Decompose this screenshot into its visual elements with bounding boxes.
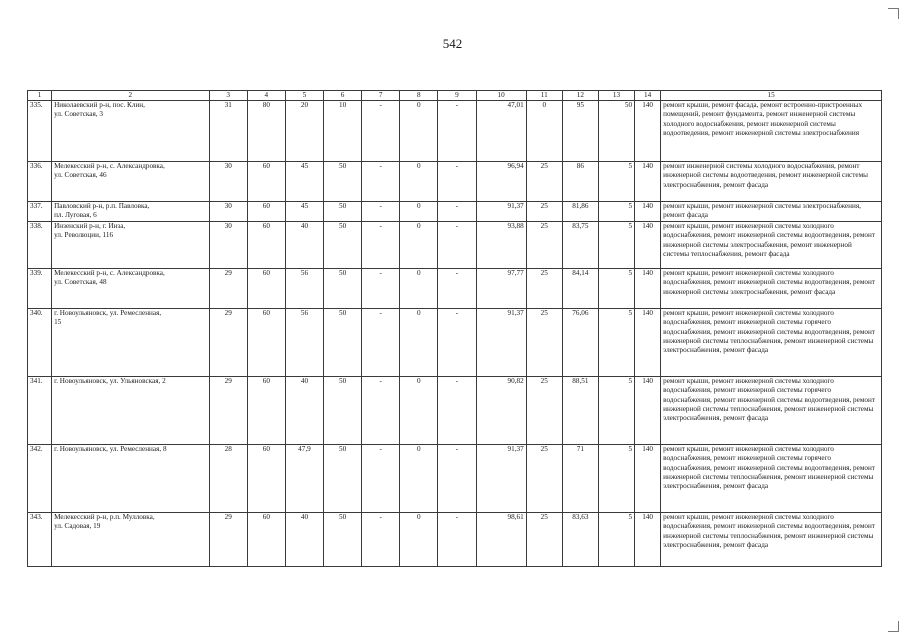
header-cell: 5 [285, 91, 323, 101]
value-cell: 30 [209, 222, 247, 269]
work-description: ремонт крыши, ремонт инженерной системы холодного водоснабжения, ремонт инженерной системы водоотведения, ремонт инженерной системы электроснабжения, ремонт инженерной системы теплоснабжения, ремонт фасада [661, 222, 882, 269]
value-cell: - [438, 513, 476, 567]
value-cell: 50 [324, 222, 362, 269]
value-cell: - [438, 202, 476, 222]
header-cell: 10 [476, 91, 526, 101]
address-cell [52, 309, 210, 377]
value-cell: 60 [247, 162, 285, 202]
value-cell: 0 [526, 101, 562, 162]
table-row [28, 101, 882, 162]
address-line: Мелекесский р-н, с. Александровка, [54, 162, 165, 171]
value-cell: 80 [247, 101, 285, 162]
value-cell: 25 [526, 445, 562, 513]
value-cell: - [438, 162, 476, 202]
value-cell: 93,88 [476, 222, 526, 269]
row-number: 335. [28, 101, 52, 162]
value-cell: 0 [400, 222, 438, 269]
work-description: ремонт крыши, ремонт инженерной системы холодного водоснабжения, ремонт инженерной системы горячего водоснабжения, ремонт инженерной системы водоотведения, ремонт инженерной системы теплоснабжения, ремонт инженерной системы электроснабжения, ремонт фасада [661, 377, 882, 445]
value-cell: 30 [209, 162, 247, 202]
row-number: 336. [28, 162, 52, 202]
value-cell: 140 [635, 101, 661, 162]
value-cell: 50 [324, 269, 362, 309]
value-cell: 91,37 [476, 309, 526, 377]
value-cell: 140 [635, 162, 661, 202]
work-description: ремонт крыши, ремонт инженерной системы электроснабжения, ремонт фасада [661, 202, 882, 222]
address-line: ул. Советская, 46 [54, 171, 107, 180]
value-cell: 60 [247, 269, 285, 309]
value-cell: - [438, 269, 476, 309]
value-cell: 0 [400, 513, 438, 567]
address-cell [52, 162, 210, 202]
header-cell: 11 [526, 91, 562, 101]
value-cell: 25 [526, 377, 562, 445]
value-cell: 81,86 [562, 202, 598, 222]
value-cell: 140 [635, 222, 661, 269]
repair-schedule-table [27, 90, 882, 567]
value-cell: 83,63 [562, 513, 598, 567]
value-cell: 31 [209, 101, 247, 162]
value-cell: - [362, 269, 400, 309]
value-cell: 0 [400, 309, 438, 377]
value-cell: 5 [598, 377, 634, 445]
value-cell: 97,77 [476, 269, 526, 309]
row-number: 341. [28, 377, 52, 445]
value-cell: 25 [526, 162, 562, 202]
value-cell: - [362, 162, 400, 202]
header-cell: 4 [247, 91, 285, 101]
row-number: 342. [28, 445, 52, 513]
address-line: ул. Садовая, 19 [54, 522, 101, 531]
value-cell: 140 [635, 377, 661, 445]
value-cell: 30 [209, 202, 247, 222]
value-cell: 20 [285, 101, 323, 162]
value-cell: 56 [285, 309, 323, 377]
value-cell: 50 [324, 445, 362, 513]
value-cell: 47,9 [285, 445, 323, 513]
value-cell: - [438, 445, 476, 513]
value-cell: 5 [598, 513, 634, 567]
value-cell: 29 [209, 309, 247, 377]
value-cell: 50 [324, 162, 362, 202]
table-row [28, 162, 882, 202]
address-line: пл. Луговая, 6 [54, 211, 97, 220]
header-cell: 8 [400, 91, 438, 101]
address-line: Мелекесский р-н, р.п. Мулловка, [54, 513, 155, 522]
value-cell: 25 [526, 513, 562, 567]
address-line: Николаевский р-н, пос. Клин, [54, 101, 145, 110]
value-cell: 60 [247, 222, 285, 269]
value-cell: 5 [598, 269, 634, 309]
value-cell: 98,61 [476, 513, 526, 567]
header-cell: 7 [362, 91, 400, 101]
work-description: ремонт крыши, ремонт инженерной системы холодного водоснабжения, ремонт инженерной системы водоотведения, ремонт инженерной системы теплоснабжения, ремонт инженерной системы электроснабжения, ремонт фасада [661, 513, 882, 567]
address-cell [52, 202, 210, 222]
table-row [28, 269, 882, 309]
value-cell: 45 [285, 202, 323, 222]
address-cell [52, 377, 210, 445]
header-cell: 3 [209, 91, 247, 101]
header-cell: 13 [598, 91, 634, 101]
value-cell: 140 [635, 513, 661, 567]
row-number: 337. [28, 202, 52, 222]
row-number: 340. [28, 309, 52, 377]
address-line: ул. Революции, 116 [54, 231, 114, 240]
value-cell: 50 [324, 202, 362, 222]
value-cell: 140 [635, 309, 661, 377]
value-cell: 5 [598, 445, 634, 513]
value-cell: 60 [247, 309, 285, 377]
value-cell: - [438, 309, 476, 377]
address-line: Павловский р-н, р.п. Павловка, [54, 202, 150, 211]
value-cell: 140 [635, 269, 661, 309]
header-cell: 6 [324, 91, 362, 101]
value-cell: 47,01 [476, 101, 526, 162]
value-cell: 25 [526, 269, 562, 309]
address-line: г. Новоульяновск, ул. Ульяновская, 2 [54, 377, 166, 386]
address-cell [52, 222, 210, 269]
value-cell: 5 [598, 309, 634, 377]
address-cell [52, 513, 210, 567]
value-cell: - [362, 309, 400, 377]
value-cell: - [362, 377, 400, 445]
value-cell: 60 [247, 202, 285, 222]
value-cell: - [362, 202, 400, 222]
value-cell: 29 [209, 269, 247, 309]
table-row [28, 309, 882, 377]
value-cell: 140 [635, 202, 661, 222]
table-row [28, 377, 882, 445]
work-description: ремонт крыши, ремонт фасада, ремонт встроенно-пристроенных помещений, ремонт фундамента, ремонт инженерной системы холодного водоснабжения, ремонт инженерной системы водоотведения, ремонт инженерной системы электроснабжения [661, 101, 882, 162]
row-number: 343. [28, 513, 52, 567]
value-cell: 5 [598, 202, 634, 222]
value-cell: 5 [598, 162, 634, 202]
value-cell: 50 [324, 377, 362, 445]
page-number: 542 [442, 36, 463, 51]
value-cell: 96,94 [476, 162, 526, 202]
address-line: г. Новоульяновск, ул. Ремесленная, [54, 309, 162, 318]
work-description: ремонт крыши, ремонт инженерной системы холодного водоснабжения, ремонт инженерной системы горячего водоснабжения, ремонт инженерной системы водоотведения, ремонт инженерной системы теплоснабжения, ремонт инженерной системы электроснабжения, ремонт фасада [661, 309, 882, 377]
value-cell: - [362, 513, 400, 567]
value-cell: 60 [247, 445, 285, 513]
table-row [28, 513, 882, 567]
row-number: 338. [28, 222, 52, 269]
value-cell: 40 [285, 513, 323, 567]
header-cell: 12 [562, 91, 598, 101]
work-description: ремонт инженерной системы холодного водоснабжения, ремонт инженерной системы водоотведения, ремонт инженерной системы электроснабжения, ремонт фасада [661, 162, 882, 202]
value-cell: - [438, 101, 476, 162]
value-cell: 76,06 [562, 309, 598, 377]
value-cell: 29 [209, 513, 247, 567]
row-number: 339. [28, 269, 52, 309]
value-cell: 40 [285, 377, 323, 445]
address-line: 15 [54, 318, 62, 327]
corner-mark-bottom-right [888, 621, 899, 632]
value-cell: 0 [400, 377, 438, 445]
value-cell: 56 [285, 269, 323, 309]
address-line: ул. Советская, 3 [54, 110, 103, 119]
header-cell: 15 [661, 91, 882, 101]
table-row [28, 222, 882, 269]
header-cell: 1 [28, 91, 52, 101]
value-cell: 29 [209, 377, 247, 445]
value-cell: 95 [562, 101, 598, 162]
address-line: Мелекесский р-н, с. Александровка, [54, 269, 165, 278]
value-cell: 71 [562, 445, 598, 513]
value-cell: 45 [285, 162, 323, 202]
header-cell: 2 [52, 91, 210, 101]
value-cell: 25 [526, 202, 562, 222]
work-description: ремонт крыши, ремонт инженерной системы холодного водоснабжения, ремонт инженерной системы горячего водоснабжения, ремонт инженерной системы водоотведения, ремонт инженерной системы теплоснабжения, ремонт инженерной системы электроснабжения, ремонт фасада [661, 445, 882, 513]
value-cell: 90,82 [476, 377, 526, 445]
value-cell: 50 [324, 309, 362, 377]
address-line: Инзенский р-н, г. Инза, [54, 222, 126, 231]
value-cell: 0 [400, 101, 438, 162]
value-cell: 88,51 [562, 377, 598, 445]
table-row [28, 202, 882, 222]
value-cell: 0 [400, 445, 438, 513]
header-row [28, 91, 882, 101]
value-cell: 50 [598, 101, 634, 162]
value-cell: 91,37 [476, 445, 526, 513]
value-cell: - [362, 445, 400, 513]
address-line: г. Новоульяновск, ул. Ремесленная, 8 [54, 445, 167, 454]
value-cell: 40 [285, 222, 323, 269]
work-description: ремонт крыши, ремонт инженерной системы холодного водоснабжения, ремонт инженерной системы водоотведения, ремонт инженерной системы электроснабжения, ремонт фасада [661, 269, 882, 309]
corner-mark-top-right [888, 8, 899, 19]
value-cell: 60 [247, 377, 285, 445]
value-cell: 0 [400, 202, 438, 222]
value-cell: 28 [209, 445, 247, 513]
value-cell: 86 [562, 162, 598, 202]
value-cell: - [362, 222, 400, 269]
value-cell: - [362, 101, 400, 162]
value-cell: 84,14 [562, 269, 598, 309]
value-cell: - [438, 222, 476, 269]
value-cell: - [438, 377, 476, 445]
header-cell: 9 [438, 91, 476, 101]
value-cell: 91,37 [476, 202, 526, 222]
value-cell: 25 [526, 222, 562, 269]
value-cell: 0 [400, 162, 438, 202]
value-cell: 140 [635, 445, 661, 513]
value-cell: 60 [247, 513, 285, 567]
address-line: ул. Советская, 48 [54, 278, 107, 287]
value-cell: 50 [324, 513, 362, 567]
value-cell: 25 [526, 309, 562, 377]
value-cell: 83,75 [562, 222, 598, 269]
header-cell: 14 [635, 91, 661, 101]
value-cell: 5 [598, 222, 634, 269]
address-cell [52, 269, 210, 309]
value-cell: 10 [324, 101, 362, 162]
table-row [28, 445, 882, 513]
address-cell [52, 101, 210, 162]
address-cell [52, 445, 210, 513]
value-cell: 0 [400, 269, 438, 309]
